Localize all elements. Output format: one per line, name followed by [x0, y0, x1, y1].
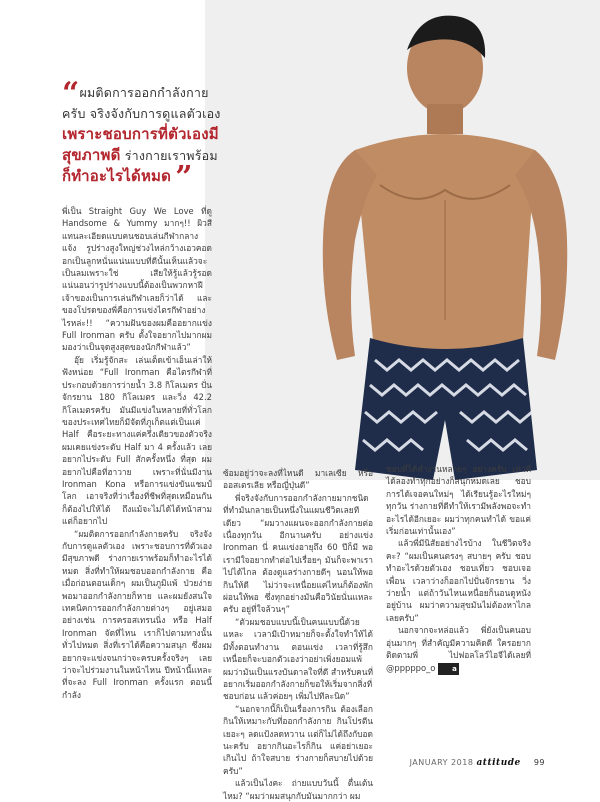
close-quote-mark: ”	[175, 160, 193, 195]
paragraph	[386, 624, 531, 675]
paragraph: ชอบที่ได้ทำงานหลายๆ อย่างครับ เท่าที่ได้ลองทำทุกอย่างก็สนุกหมดเลย ชอบการได้เจอคนใหม่ๆ ได้เรียนรู้อะไรใหม่ๆ ทุกวัน ร่างกายที่ดีทำให้เรามีพลังพอจะทำอะไรได้อีกเยอะ ผมว่าทุกคนทำได้ ขอแค่เริ่มก่อนเท่านั้นเอง”	[386, 464, 531, 537]
paragraph: แล้วพี่มีนิสัยอย่างไรบ้าง ในชีวิตจริงคะ? “ผมเป็นคนตรงๆ สบายๆ ครับ ชอบทำอะไรด้วยตัวเอง ชอบเที่ยว ชอบเจอเพื่อน เวลาว่างก็ออกไปปั่นจักรยาน วิ่ง ว่ายน้ำ แต่ถ้าวันไหนเหนื่อยก็นอนดูหนังอยู่บ้าน ผมว่าความสุขมันไม่ต้องหาไกลเลยครับ”	[386, 538, 531, 623]
paragraph: “ผมติดการออกกำลังกายครับ จริงจังกับการดูแลตัวเอง เพราะชอบการที่ตัวเองมีสุขภาพดี ร่างกายเราพร้อมก็ทำอะไรได้หมด สิ่งที่ทำให้ผมชอบออกกำลังกาย คือ เมื่อก่อนตอนเด็กๆ ผมเป็นภูมิแพ้ ป่วยง่าย พอมาออกกำลังกายก็หาย และผมยังสนใจเทคนิคการออกกำลังกายต่างๆ อยู่เสมอ อย่างเช่น การครอสเทรนนิ่ง หรือ Half Ironman จัดที่ไหน เราก็ไปตามทางนั้นทั่วไปหมด สิ่งที่เราได้คือความสนุก ซึ่งผมอยากจะแข่งจนกว่าจะครบครั้งจริงๆ เลย ว่าจะไปร่วมงานในหน้าไหน ปีหน้านี้แหละที่จะลง Full Ironman ครั้งแรก ตอนนี้กำลัง	[62, 528, 212, 700]
open-quote-mark: “	[62, 76, 80, 111]
text-column-3	[386, 463, 531, 675]
magazine-brand: attitude	[476, 758, 521, 768]
pull-quote	[62, 76, 272, 195]
paragraph: แล้วเป็นไงคะ ถ่ายแบบวันนี้ ตื่นเต้นไหม? “ผมว่าผมสนุกกับมันมากกว่า ผม	[223, 778, 373, 801]
text-column-1	[62, 205, 212, 701]
quote-emphasis-3: ก็ทำอะไรได้หมด	[62, 167, 172, 185]
quote-line-2: ครับ จริงจังกับการดูแลตัวเอง	[62, 106, 221, 121]
quote-emphasis-1: เพราะชอบการที่ตัวเองมี	[62, 125, 219, 143]
paragraph: พี่เป็น Straight Guy We Love ที่ดู Handsome & Yummy มากๆ!! ผิวสีแทนละเอียดแบบคนชอบเล่นกีฬากลางแจ้ง รูปร่างสูงใหญ่ช่วงไหล่กว้างเอวคอด อกเป็นลูกหนั่นแน่นแบบที่ดีนั้นเห็นแล้วจะเป็นลมเพราะใช่ เสียให้รู้แล้วรู้รอด แน่นอนว่ารูปร่างแบบนี้ต้องเป็นพวกหาฝีเจ้าของเป็นการเล่นกีฬาเลยก็ว่าได้ และของโปรดของพี่คือการแข่งไตรกีฬาอย่างไรหล่ะ!! “ความฝันของผมคืออยากแข่ง Full Ironman ครับ ตั้งใจอยากไปมากผมมองว่าเป็นจุดสูงสุดของนักกีฬาแล้ว”	[62, 206, 212, 353]
text-column-2	[223, 467, 373, 802]
quote-line-4: ร่างกายเราพร้อม	[120, 148, 218, 163]
model-photo	[205, 0, 600, 480]
paragraph: “ตัวผมชอบแบบนี้เป็นคนแบบนี้ด้วยแหละ เวลามีเป้าหมายก็จะตั้งใจทำให้ได้ มีทั้งตอนทำงาน ตอนแข่ง เวลาที่รู้สึกเหนื่อยก็จะบอกตัวเองว่าอย่าเพิ่งยอมแพ้ ผมว่ามันเป็นแรงบันดาลใจที่ดี สำหรับคนที่อยากเริ่มออกกำลังกายก็ขอให้เริ่มจากสิ่งที่ชอบก่อน แล้วค่อยๆ เพิ่มไปทีละนิด”	[223, 616, 373, 702]
quote-line-1: ผมติดการออกกำลังกาย	[79, 85, 209, 100]
paragraph: พี่จริงจังกับการออกกำลังกายมากชนิดที่ทำมันกลายเป็นหนึ่งในแผนชีวิตเลยทีเดียว “ผมวางแผนจะออกกำลังกายต่อเนื่องทุกวัน อีกนานครับ อย่างแข่ง Ironman นี่ คนแข่งอายุถึง 60 ปีก็มี พอเรามีใจอยากทำต่อไปเรื่อยๆ มันก็จะพาเราไปได้ไกล ต้องดูแลร่างกายดีๆ นอนให้พอ กินให้ดี ไม่ว่าจะเหนื่อยแค่ไหนก็ต้องพักผ่อนให้พอ ซึ่งทุกอย่างมันคือวินัยนั่นแหละครับ อยู่ที่ใจล้วนๆ”	[223, 492, 373, 615]
page-number: 99	[533, 758, 545, 767]
paragraph: ซ้อมอยู่ว่าจะลงที่ไหนดี มาเลเซีย หรือออสเตรเลีย หรือญี่ปุ่นดี”	[223, 468, 373, 491]
closing-text: นอกจากจะหล่อแล้ว พี่ยังเป็นคนอบอุ่นมากๆ ที่สำคัญมีความคิดดี ใครอยากติดตามพี่ ไปฟอลโลว์ไอจีได้เลยที่ @pppppo_o	[386, 625, 531, 673]
paragraph: “นอกจากนี้ก็เป็นเรื่องการกิน ต้องเลือกกินให้เหมาะกับที่ออกกำลังกาย กินโปรตีนเยอะๆ ลดแป้งลดหวาน แต่ก็ไม่ได้ถึงกับอดนะครับ อยากกินอะไรก็กิน แค่อย่าเยอะเกินไป ถ้าใจสบาย ร่างกายก็สบายไปด้วยครับ”	[223, 703, 373, 776]
page-footer	[410, 758, 545, 768]
issue-date: JANUARY 2018	[409, 758, 474, 767]
end-mark: a	[438, 663, 459, 675]
paragraph: อุ๊ย เริ่มรู้จักสะ เล่นเต็ดเข้าเอ็นเล่าให้ฟังหน่อย “Full Ironman คือไตรกีฬาที่ประกอบด้วยการว่ายน้ำ 3.8 กิโลเมตร ปั่นจักรยาน 180 กิโลเมตร และวิ่ง 42.2 กิโลเมตรครับ มันมีแข่งในหลายที่ทั่วโลกของประเทศไทยก็มีจัดที่ภูเก็ตแต่เป็นแค่ Half คือระยะทางแค่ครึ่งเดียวของตัวจริง ผมเคยแข่งระดับ Half มา 4 ครั้งแล้ว เลยอยากไประดับ Full สักครั้งหนึ่ง ที่สุด ผมอยากไปคือที่ฮาวาย เพราะที่นั่นมีงาน Ironman Kona หรือการแข่งขันแชมป์โลก เอาจริงที่ว่าเรื่องที่ชีพที่สุดเหมือนกัน ก็ต้องไปให้ได้ ถึงแม้จะไม่ได้ได้หน้าสามแต่ก็อยากไป	[62, 354, 212, 527]
quote-emphasis-2: สุขภาพดี	[62, 146, 121, 164]
model-illustration	[205, 0, 600, 480]
